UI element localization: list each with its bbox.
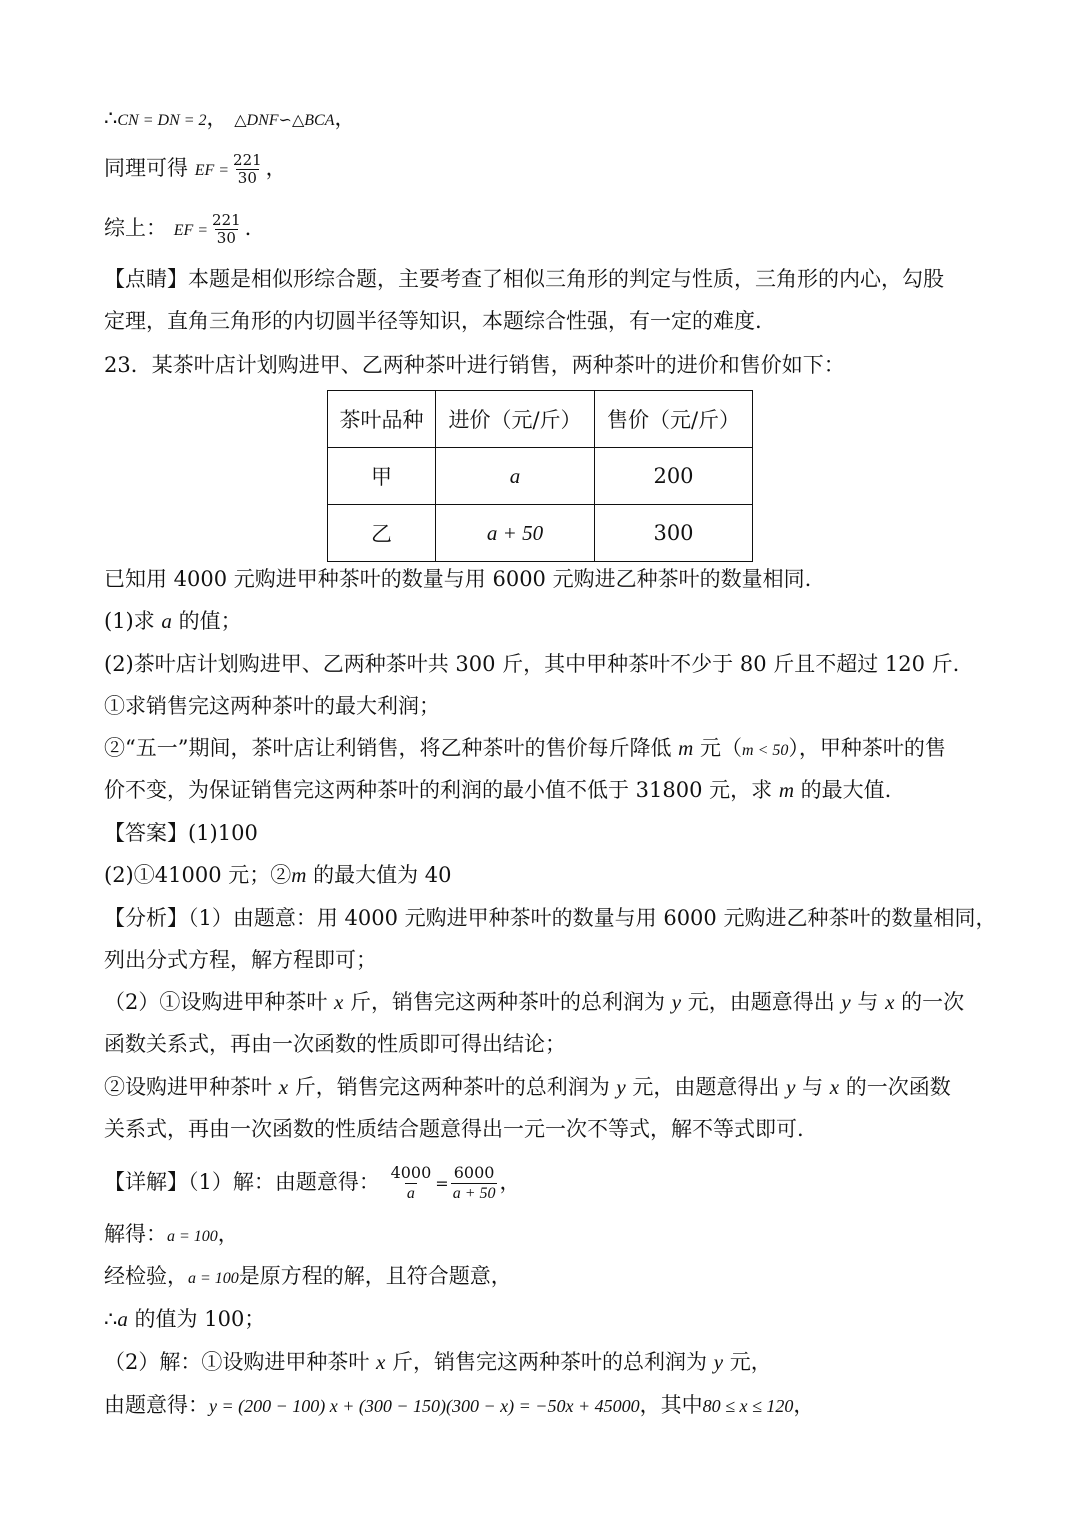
table-header-cell: 售价（元/斤） bbox=[595, 391, 753, 448]
detail-text: （2）解：①设购进甲种茶叶 bbox=[104, 1350, 377, 1374]
math-profit-function: y = (200 − 100) x + (300 − 150)(300 − x) = −50x + 45000 bbox=[209, 1396, 640, 1416]
question-1 bbox=[104, 608, 242, 634]
math-var-y: y bbox=[786, 1075, 796, 1099]
detail-text: 是原方程的解，且符合题意， bbox=[238, 1264, 512, 1288]
period: . bbox=[244, 216, 252, 240]
question-text: ②“五一”期间，茶叶店让利销售，将乙种茶叶的售价每斤降低 bbox=[104, 736, 679, 760]
fraction-ef-1 bbox=[231, 152, 264, 187]
comma: ， bbox=[217, 1222, 239, 1246]
comma: ， bbox=[793, 1393, 815, 1417]
detail-text: 经检验， bbox=[104, 1264, 188, 1288]
answer-text: (2)①41000 元；② bbox=[104, 863, 292, 887]
question-text: (1)求 bbox=[104, 609, 162, 633]
analysis-text: ②设购进甲种茶叶 bbox=[104, 1075, 279, 1099]
comma: ， bbox=[334, 106, 356, 130]
analysis-line-6: 关系式，再由一次函数的性质结合题意得出一元一次不等式，解不等式即可. bbox=[104, 1117, 804, 1141]
detail-line-6 bbox=[104, 1392, 814, 1419]
math-var-m: m bbox=[678, 736, 694, 760]
math-var-y: y bbox=[616, 1075, 626, 1099]
fraction-denominator: a + 50 bbox=[452, 1185, 496, 1202]
fraction-4000-over-a bbox=[389, 1163, 434, 1204]
analysis-text: （2）①设购进甲种茶叶 bbox=[104, 990, 335, 1014]
fraction-numerator: 4000 bbox=[390, 1163, 432, 1182]
table-cell: 乙 bbox=[328, 505, 436, 562]
question-2-2-line-1 bbox=[104, 735, 946, 764]
math-var-x: x bbox=[278, 1075, 289, 1099]
detail-text: ，其中 bbox=[639, 1393, 703, 1417]
analysis-text: 与 bbox=[850, 990, 886, 1014]
fraction-numerator: 221 bbox=[233, 151, 262, 169]
analysis-text: 斤，销售完这两种茶叶的总利润为 bbox=[288, 1075, 617, 1099]
therefore-symbol: ∴ bbox=[104, 1307, 118, 1331]
math-var-x: x bbox=[829, 1075, 840, 1099]
analysis-text: 元，由题意得出 bbox=[625, 1075, 787, 1099]
analysis-text: 与 bbox=[795, 1075, 830, 1099]
question-text: 元（ bbox=[693, 736, 743, 760]
text-same-reason: 同理可得 bbox=[104, 156, 188, 180]
math-similar-triangles: △DNF∽△BCA bbox=[234, 112, 335, 129]
question-2-2-line-2 bbox=[104, 777, 891, 803]
detail-line-5 bbox=[104, 1349, 772, 1375]
analysis-text: 的一次函数 bbox=[839, 1075, 951, 1099]
analysis-text: 的一次 bbox=[894, 990, 965, 1014]
table-row bbox=[328, 505, 753, 562]
fraction-6000-over-a-plus-50 bbox=[451, 1163, 498, 1204]
detail-text: 解得： bbox=[104, 1222, 167, 1246]
question-text: 价不变，为保证销售完这两种茶叶的利润的最小值不低于 31800 元，求 bbox=[104, 778, 779, 802]
fraction-denominator: 30 bbox=[216, 229, 236, 247]
prev-line-2 bbox=[104, 152, 287, 187]
math-var-a: a bbox=[161, 609, 172, 633]
comment-line-1: 【点睛】本题是相似形综合题，主要考查了相似三角形的判定与性质，三角形的内心，勾股 bbox=[104, 267, 944, 291]
question-text: 的值； bbox=[171, 609, 242, 633]
detail-line-4 bbox=[104, 1306, 265, 1332]
equals-sign: = bbox=[435, 1174, 449, 1193]
prev-line-3 bbox=[104, 212, 251, 247]
analysis-line-2: 列出分式方程，解方程即可； bbox=[104, 948, 377, 972]
math-a-equals-100: a = 100 bbox=[188, 1270, 239, 1287]
table-header-cell: 进价（元/斤） bbox=[436, 391, 595, 448]
detail-line-3 bbox=[104, 1263, 512, 1292]
detail-line-1 bbox=[104, 1163, 520, 1204]
comma: ， bbox=[265, 156, 287, 180]
analysis-text: 元，由题意得出 bbox=[681, 990, 842, 1014]
math-ef: EF = bbox=[194, 162, 230, 179]
math-a-equals-100: a = 100 bbox=[167, 1228, 218, 1245]
answer-line-1: 【答案】(1)100 bbox=[104, 821, 258, 845]
math-var-m: m bbox=[291, 863, 307, 887]
fraction-denominator: a bbox=[406, 1185, 415, 1202]
detail-line-2 bbox=[104, 1221, 239, 1250]
tea-price-table bbox=[327, 390, 753, 562]
fraction-ef-2 bbox=[210, 212, 243, 247]
question-2-1: ①求销售完这两种茶叶的最大利润； bbox=[104, 694, 440, 718]
answer-line-2 bbox=[104, 862, 451, 888]
fraction-numerator: 6000 bbox=[453, 1163, 495, 1182]
table-cell: 200 bbox=[595, 448, 753, 505]
math-var-a: a bbox=[117, 1307, 128, 1331]
table-row bbox=[328, 448, 753, 505]
analysis-line-1: 【分析】（1）由题意：用 4000 元购进甲种茶叶的数量与用 6000 元购进乙种茶叶的数量相同， bbox=[104, 906, 997, 930]
analysis-line-3 bbox=[104, 989, 964, 1015]
math-var-y: y bbox=[713, 1350, 724, 1374]
math-var-y: y bbox=[841, 990, 851, 1014]
math-var-y: y bbox=[671, 990, 682, 1014]
comment-line-2: 定理，直角三角形的内切圆半径等知识，本题综合性强，有一定的难度. bbox=[104, 309, 762, 333]
detail-text: 由题意得： bbox=[104, 1393, 209, 1417]
detail-text: 元， bbox=[723, 1350, 772, 1374]
math-var-m: m bbox=[778, 778, 794, 802]
question-2: (2)茶叶店计划购进甲、乙两种茶叶共 300 斤，其中甲种茶叶不少于 80 斤且不超过 120 斤. bbox=[104, 652, 960, 676]
analysis-text: 斤，销售完这两种茶叶的总利润为 bbox=[343, 990, 672, 1014]
analysis-line-5 bbox=[104, 1074, 951, 1100]
detail-text: 斤，销售完这两种茶叶的总利润为 bbox=[385, 1350, 714, 1374]
table-cell: 300 bbox=[595, 505, 753, 562]
math-m-condition: m < 50 bbox=[742, 742, 789, 759]
math-var-x: x bbox=[885, 990, 895, 1014]
table-cell: a + 50 bbox=[436, 505, 595, 562]
comma: ， bbox=[206, 106, 228, 130]
problem-condition: 已知用 4000 元购进甲种茶叶的数量与用 6000 元购进乙种茶叶的数量相同. bbox=[104, 567, 812, 591]
math-var-x: x bbox=[334, 990, 344, 1014]
fraction-numerator: 221 bbox=[212, 211, 241, 229]
table-cell: a bbox=[436, 448, 595, 505]
math-x-range: 80 ≤ x ≤ 120 bbox=[702, 1396, 794, 1416]
detail-text: 【详解】（1）解：由题意得： bbox=[104, 1170, 380, 1194]
fraction-denominator: 30 bbox=[237, 169, 257, 187]
text-summary: 综上： bbox=[104, 216, 167, 240]
math-var-x: x bbox=[376, 1350, 386, 1374]
question-text: ），甲种茶叶的售 bbox=[788, 736, 946, 760]
problem-intro: 23．某茶叶店计划购进甲、乙两种茶叶进行销售，两种茶叶的进价和售价如下： bbox=[104, 353, 845, 377]
table-header-cell: 茶叶品种 bbox=[328, 391, 436, 448]
comma: ， bbox=[499, 1170, 521, 1194]
answer-text: 的最大值为 40 bbox=[306, 863, 452, 887]
math-cn-dn: CN = DN = 2 bbox=[117, 112, 207, 129]
analysis-line-4: 函数关系式，再由一次函数的性质即可得出结论； bbox=[104, 1032, 566, 1056]
detail-text: 的值为 100； bbox=[127, 1307, 266, 1331]
prev-line-1 bbox=[104, 105, 355, 134]
math-ef: EF = bbox=[173, 222, 209, 239]
table-cell: 甲 bbox=[328, 448, 436, 505]
table-header-row bbox=[328, 391, 753, 448]
therefore-symbol: ∴ bbox=[104, 106, 118, 130]
question-text: 的最大值. bbox=[794, 778, 892, 802]
